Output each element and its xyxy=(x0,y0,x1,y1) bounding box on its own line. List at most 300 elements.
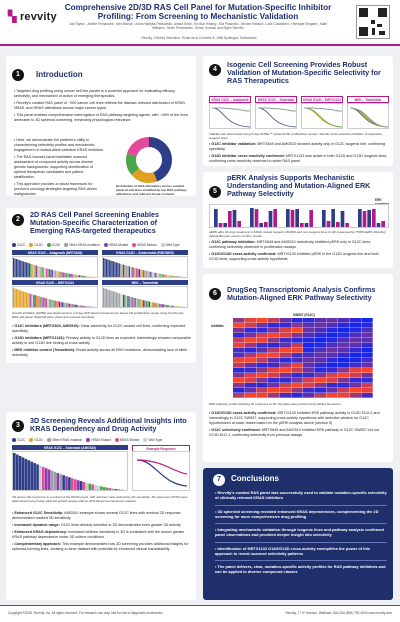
waterfall-bar xyxy=(132,297,133,307)
waterfall-bar xyxy=(46,298,47,307)
heatmap-cell xyxy=(280,318,291,323)
heatmap-cell xyxy=(361,363,372,368)
waterfall-bar xyxy=(152,272,153,277)
waterfall-bar xyxy=(20,261,21,277)
heatmap-cell xyxy=(315,353,326,358)
perk-bar xyxy=(331,209,335,227)
waterfall-bar xyxy=(56,301,57,307)
waterfall-bar xyxy=(117,489,120,490)
heatmap-cell xyxy=(303,373,314,378)
heatmap-cell xyxy=(245,378,256,383)
waterfall-bar xyxy=(113,261,114,277)
heatmap-cell xyxy=(326,378,337,383)
waterfall-bar xyxy=(52,300,53,307)
section-number: 6 xyxy=(209,288,221,300)
heatmap-cell xyxy=(291,353,302,358)
waterfall-bar xyxy=(28,460,31,490)
waterfall-bar xyxy=(50,300,51,307)
bullet-text: • This panel enables comprehensive interrogation of RAS pathway-targeting agents, with ~45% of the lines amenable to 3D spheroid screening, enhancing physiological relevance. xyxy=(14,112,188,122)
waterfall-bar xyxy=(100,486,103,490)
heatmap-cell xyxy=(256,383,267,388)
waterfall-bar xyxy=(156,303,157,307)
waterfall-bar xyxy=(86,483,89,490)
intro-figure-caption: Distribution of RAS alterations across curated panel of cell lines stratified by top RAS pathway alterations and relevant tissue contexts. xyxy=(116,184,187,197)
waterfall-bar xyxy=(178,306,179,307)
heatmap-cell xyxy=(303,383,314,388)
waterfall-bar xyxy=(55,271,56,277)
legend-item: NRAS Mutant xyxy=(132,243,157,247)
legend-item: NRAS Mutant xyxy=(115,438,140,442)
heatmap-cell xyxy=(338,328,349,333)
heatmap-cell xyxy=(280,378,291,383)
viability-curves xyxy=(302,104,344,130)
waterfall-bar xyxy=(120,264,121,277)
waterfall-bar xyxy=(178,276,179,277)
waterfall-bar xyxy=(26,262,27,277)
heatmap-cell xyxy=(338,363,349,368)
waterfall-bar xyxy=(46,268,47,277)
waterfall-plot xyxy=(12,286,98,308)
heatmap-cell xyxy=(303,363,314,368)
heatmap-cell xyxy=(315,323,326,328)
waterfall-bar xyxy=(82,276,83,277)
waterfall-bar xyxy=(57,301,58,307)
waterfall-bar xyxy=(80,481,83,490)
heatmap-cell xyxy=(326,318,337,323)
legend-item: G12D xyxy=(29,243,42,247)
waterfall-bar xyxy=(29,263,30,277)
heatmap-cell xyxy=(256,328,267,333)
heatmap-cell xyxy=(338,393,349,398)
waterfall-bar xyxy=(152,302,153,307)
waterfall-bar xyxy=(49,299,50,307)
waterfall-bar xyxy=(142,300,143,307)
bullet-text: • Complementary approach: This example demonstrates how 3D screening provides additional insights for spheroid-forming lines, creating a richer dataset with potential for enhanced clinical translatability xyxy=(12,541,189,551)
heatmap-cell xyxy=(256,348,267,353)
conclusion-item: • Integrating mechanistic validation through isogenic lines and pathway analysis confirmed panel observations and provided deeper insight into selectivity xyxy=(215,527,387,543)
2d-vs-3d-waterfall xyxy=(12,451,128,491)
waterfall-bar xyxy=(172,306,173,307)
perk-bar xyxy=(341,211,345,227)
waterfall-plot xyxy=(12,256,98,278)
heatmap-cell xyxy=(245,343,256,348)
heatmap-cell xyxy=(268,348,279,353)
heatmap-cell xyxy=(268,368,279,373)
waterfall-bar xyxy=(13,288,14,307)
perk-bar xyxy=(309,210,313,227)
heatmap-cell xyxy=(233,328,244,333)
waterfall-bar xyxy=(107,260,108,277)
waterfall-bar xyxy=(40,267,41,277)
waterfall-bar xyxy=(160,274,161,277)
waterfall-bar xyxy=(85,276,86,277)
heatmap-cell xyxy=(280,363,291,368)
section-isogenic-screening xyxy=(203,56,393,166)
waterfall-bar xyxy=(39,466,42,490)
waterfall-bar xyxy=(94,485,97,490)
erk-signaling-label: ERK xyxy=(375,198,382,202)
waterfall-bar xyxy=(103,487,106,490)
intro-bullets xyxy=(14,89,190,125)
waterfall-bar xyxy=(71,478,74,490)
conclusion-item: • The panel delivers, clear, mutation-specific activity profiles for RAS pathway inhibitors and can be applied to diverse compound classes xyxy=(215,564,386,575)
waterfall-bar xyxy=(47,269,48,277)
heatmap-cell xyxy=(315,378,326,383)
section-title: 3D Screening Reveals Additional Insights into KRAS Dependency and Drug Activity xyxy=(30,416,187,434)
heatmap-cell xyxy=(350,318,361,323)
heatmap-cell xyxy=(303,338,314,343)
perk-bar xyxy=(377,223,381,227)
heatmap-cell xyxy=(350,393,361,398)
erk-pathway-heatmap xyxy=(233,318,373,398)
waterfall-bar xyxy=(19,456,22,490)
bullet-text: • G12D inhibitor cross reactivity confirmed: MRTX1133 was active in both G12D and G13D isogenic lines, confirming cross reactivity observed in wider RAS panel xyxy=(209,153,388,163)
legend-item: Wild Type xyxy=(143,438,162,442)
waterfall-bar xyxy=(112,261,113,277)
waterfall-bar xyxy=(36,296,37,307)
perk-bar xyxy=(291,210,295,227)
heatmap-cell xyxy=(268,353,279,358)
waterfall-bar xyxy=(132,267,133,277)
waterfall-bar xyxy=(25,459,28,490)
waterfall-bar xyxy=(43,298,44,307)
waterfall-bar xyxy=(150,302,151,307)
heatmap-cell xyxy=(315,338,326,343)
waterfall-bar xyxy=(37,296,38,307)
waterfall-bar xyxy=(66,273,67,277)
waterfall-bar xyxy=(139,269,140,277)
isogenic-curve-plot xyxy=(347,103,389,129)
heatmap-cell xyxy=(245,368,256,373)
heatmap-column-label: SW837 (G12C) xyxy=(293,313,315,317)
heatmap-cell xyxy=(326,388,337,393)
waterfall-bar xyxy=(103,288,104,307)
bullet-text: • Increased dynamic range: G12C lines already sensitive in 2D demonstrated even greater 3D activity xyxy=(12,522,181,527)
waterfall-bar xyxy=(91,484,94,490)
waterfall-bar xyxy=(20,291,21,307)
heatmap-cell xyxy=(350,368,361,373)
waterfall-bar xyxy=(83,306,84,307)
heatmap-cell xyxy=(291,368,302,373)
waterfall-bar xyxy=(39,296,40,307)
waterfall-bar xyxy=(67,273,68,277)
plot-tag: KRAS G12C – Adagrasib xyxy=(209,96,251,103)
heatmap-cell xyxy=(361,388,372,393)
waterfall-bar xyxy=(19,290,20,307)
heatmap-cell xyxy=(256,368,267,373)
waterfall-bar xyxy=(39,266,40,277)
legend-item: G12C xyxy=(12,243,25,247)
heatmap-cell xyxy=(280,343,291,348)
waterfall-bar xyxy=(76,275,77,277)
section-number: 2 xyxy=(12,214,24,226)
waterfall-bar xyxy=(176,276,177,277)
waterfall-bar xyxy=(136,298,137,307)
heatmap-cell xyxy=(233,338,244,343)
waterfall-bar xyxy=(145,271,146,277)
copyright-text: Copyright ©2025, Revvity, Inc. All rights reserved. For research use only. Not for use in diagnostic procedures. xyxy=(8,611,164,615)
section-title: pERK Analysis Supports Mechanistic Understanding and Mutation-Aligned ERK Pathway Selectivity xyxy=(227,173,371,199)
waterfall-bar xyxy=(114,292,115,307)
heatmap-cell xyxy=(338,333,349,338)
qr-code-icon xyxy=(356,5,390,39)
intro-bullets-lower xyxy=(14,138,104,199)
heatmap-cell xyxy=(361,358,372,363)
waterfall-bar xyxy=(126,296,127,307)
waterfall-bar xyxy=(129,296,130,307)
heatmap-cell xyxy=(233,393,244,398)
waterfall-bar xyxy=(157,303,158,307)
heatmap-cell xyxy=(361,378,372,383)
heatmap-cell xyxy=(350,358,361,363)
waterfall-bar xyxy=(16,289,17,307)
waterfall-bar xyxy=(86,306,87,307)
waterfall-bar xyxy=(166,305,167,307)
bullet-text: • Enhanced G12C Sensitivity: AMG510 example shows several G12C lines with minimal 2D response demonstrated marked 3D sensitivity xyxy=(12,511,181,520)
heatmap-cell xyxy=(291,338,302,343)
heatmap-cell xyxy=(245,318,256,323)
heatmap-cell xyxy=(303,343,314,348)
waterfall-bar xyxy=(160,304,161,307)
waterfall-bar xyxy=(173,306,174,307)
heatmap-cell xyxy=(326,383,337,388)
waterfall-bar xyxy=(145,301,146,307)
bullet-text: • Revvity's curated RAS panel of ~200 cancer cell lines reflects the disease-relevant distribution of KRAS, NRAS, and HRAS alterations across major cancer types. xyxy=(14,100,186,110)
waterfall-bar xyxy=(30,264,31,277)
waterfall-bar xyxy=(75,275,76,277)
perk-bar xyxy=(367,210,371,227)
waterfall-bar xyxy=(163,274,164,277)
heatmap-cell xyxy=(338,348,349,353)
waterfall-bar xyxy=(175,306,176,307)
conclusion-list xyxy=(215,490,387,582)
waterfall-bar xyxy=(51,471,54,490)
waterfall-bar xyxy=(53,270,54,277)
waterfall-bar xyxy=(56,271,57,277)
waterfall-bar xyxy=(122,294,123,307)
plot-tag: KRAS G12C – Adagrasib (MRTX849) xyxy=(12,250,98,255)
plot-tag: MEK – Trametinib xyxy=(347,96,389,103)
perk-bar xyxy=(264,222,268,227)
waterfall-bar xyxy=(173,276,174,277)
heatmap-cell xyxy=(303,368,314,373)
waterfall-bar xyxy=(22,291,23,307)
heatmap-cell xyxy=(256,353,267,358)
plot-tag: KRAS G12D – Zoldonrasib (RMC9805) xyxy=(102,250,188,255)
waterfall-bar xyxy=(140,270,141,277)
waterfall-bar xyxy=(169,305,170,307)
waterfall-bar xyxy=(123,265,124,277)
heatmap-cell xyxy=(233,323,244,328)
waterfall-bar xyxy=(65,476,68,490)
results-bullets xyxy=(209,411,389,440)
waterfall-bar xyxy=(159,304,160,307)
waterfall-bar xyxy=(27,263,28,277)
waterfall-bar xyxy=(135,298,136,307)
heatmap-cell xyxy=(233,388,244,393)
waterfall-bar xyxy=(165,275,166,277)
heatmap-cell xyxy=(245,348,256,353)
waterfall-bar xyxy=(32,264,33,277)
heatmap-cell xyxy=(303,333,314,338)
waterfall-bar xyxy=(142,270,143,277)
waterfall-bar xyxy=(146,301,147,307)
results-bullets xyxy=(12,324,192,360)
section-number: 3 xyxy=(12,420,24,432)
waterfall-bars xyxy=(13,287,99,309)
heatmap-cell xyxy=(315,328,326,333)
bullet-text: • G12C pathway inhibition: MRTX849 and AMG510 selectively inhibited pERK only in G12C lines, confirming selectivity observed in proliferation assays xyxy=(209,240,372,249)
waterfall-bar xyxy=(106,488,109,490)
contact-text: Revvity, 77 4ᵗʰ Avenue, Waltham, MA USA (800) 762-4000 www.revvity.com xyxy=(285,611,392,615)
heatmap-cell xyxy=(291,388,302,393)
waterfall-bar xyxy=(82,306,83,307)
waterfall-bar xyxy=(24,292,25,307)
waterfall-bar xyxy=(69,304,70,307)
heatmap-cell xyxy=(303,388,314,393)
section-conclusions xyxy=(203,468,393,600)
perk-bar xyxy=(381,221,385,227)
waterfall-bar xyxy=(45,268,46,277)
heatmap-cell xyxy=(350,348,361,353)
heatmap-cell xyxy=(280,368,291,373)
waterfall-bar xyxy=(17,290,18,307)
waterfall-bar xyxy=(19,260,20,277)
heatmap-cell xyxy=(350,338,361,343)
heatmap-cell xyxy=(256,333,267,338)
waterfall-bar xyxy=(109,488,112,490)
waterfall-bar xyxy=(125,265,126,277)
waterfall-bar xyxy=(42,297,43,307)
heatmap-cell xyxy=(326,328,337,333)
waterfall-bar xyxy=(163,304,164,307)
mutation-legend xyxy=(12,438,162,442)
heatmap-cell xyxy=(245,383,256,388)
heatmap-cell xyxy=(268,373,279,378)
ras-distribution-donut xyxy=(114,136,184,188)
heatmap-cell xyxy=(245,373,256,378)
heatmap-cell xyxy=(280,373,291,378)
conclusion-item: • Revvity's curated RAS panel was successfully used to validate mutation-specific selectivity of clinically relevant KRAS inhibitors xyxy=(215,490,387,506)
waterfall-bar xyxy=(103,258,104,277)
waterfall-bar xyxy=(62,302,63,307)
waterfall-bar xyxy=(168,305,169,307)
waterfall-bar xyxy=(114,262,115,277)
viability-curve xyxy=(350,108,388,127)
heatmap-cell xyxy=(256,318,267,323)
heatmap-cell xyxy=(326,323,337,328)
heatmap-cell xyxy=(326,343,337,348)
heatmap-cell xyxy=(361,328,372,333)
waterfall-bar xyxy=(73,304,74,307)
waterfall-bar xyxy=(88,484,91,490)
waterfall-bar xyxy=(23,261,24,277)
heatmap-cell xyxy=(268,378,279,383)
waterfall-bar xyxy=(55,301,56,307)
heatmap-row-label: Inhibitor xyxy=(211,324,224,328)
waterfall-bar xyxy=(78,275,79,277)
perk-bar xyxy=(214,209,218,227)
waterfall-bar xyxy=(33,295,34,307)
perk-bar xyxy=(219,223,223,227)
heatmap-cell xyxy=(350,328,361,333)
heatmap-cell xyxy=(326,348,337,353)
waterfall-bar xyxy=(13,258,14,277)
waterfall-bar xyxy=(116,262,117,277)
bullet-text: • G12C selectively confirmed: MRTX849 and AMG510 inhibited ERK pathway in G12C SW837 but not G13D DLD-1, confirming selectivity from previous assays xyxy=(209,427,379,437)
waterfall-bar xyxy=(126,266,127,277)
plot-tag: KRAS G12C – Sotorasib xyxy=(255,96,297,103)
heatmap-cell xyxy=(338,388,349,393)
waterfall-bar xyxy=(49,269,50,277)
waterfall-bar xyxy=(115,489,118,490)
heatmap-cell xyxy=(291,323,302,328)
heatmap-cell xyxy=(233,383,244,388)
waterfall-bar xyxy=(17,260,18,277)
waterfall-bar xyxy=(59,474,62,490)
results-bullets xyxy=(12,511,192,554)
viability-curves xyxy=(348,104,390,130)
perk-bar xyxy=(250,208,254,227)
perk-bar xyxy=(259,223,263,227)
waterfall-bar xyxy=(65,303,66,307)
waterfall-bar xyxy=(47,299,48,307)
heatmap-cell xyxy=(315,358,326,363)
plot-tag: KRAS G12D – MRTX1133 xyxy=(12,280,98,285)
perk-bar xyxy=(295,209,299,227)
waterfall-bar xyxy=(62,272,63,277)
waterfall-bar xyxy=(22,457,25,490)
waterfall-bar xyxy=(32,294,33,307)
section-title: Isogenic Cell Screening Provides Robust Validation of Mutation-Specific Selectivity for RAS Therapeutics xyxy=(227,60,381,86)
heatmap-cell xyxy=(256,363,267,368)
heatmap-cell xyxy=(350,363,361,368)
heatmap-cell xyxy=(268,363,279,368)
heatmap-cell xyxy=(350,373,361,378)
section-introduction xyxy=(6,56,196,196)
bullet-text: • Here, we demonstrate the platform's utility in characterizing selectivity profiles and mechanistic engagement of mutant-allele selective KRAS inhibitors. xyxy=(14,138,104,152)
heatmap-cell xyxy=(338,353,349,358)
heatmap-cell xyxy=(268,388,279,393)
waterfall-bar xyxy=(172,276,173,277)
waterfall-bar xyxy=(36,266,37,277)
heatmap-cell xyxy=(315,368,326,373)
section-perk-analysis xyxy=(203,172,393,268)
heatmap-cell xyxy=(256,373,267,378)
heatmap-cell xyxy=(245,333,256,338)
heatmap-cell xyxy=(326,393,337,398)
waterfall-bar xyxy=(68,477,71,490)
heatmap-cell xyxy=(233,353,244,358)
waterfall-bar xyxy=(85,306,86,307)
heatmap-cell xyxy=(338,338,349,343)
waterfall-bar xyxy=(159,274,160,277)
heatmap-cell xyxy=(280,338,291,343)
waterfall-bar xyxy=(80,276,81,277)
heatmap-cell xyxy=(280,348,291,353)
legend-item: G12D xyxy=(29,438,42,442)
waterfall-bar xyxy=(86,276,87,277)
heatmap-cell xyxy=(350,388,361,393)
perk-bar xyxy=(273,209,277,227)
waterfall-bar xyxy=(16,259,17,277)
plot-tag: MEK – Trametinib xyxy=(102,280,188,285)
waterfall-bar xyxy=(116,292,117,307)
waterfall-bar xyxy=(14,259,15,277)
waterfall-bar xyxy=(137,269,138,277)
perk-bar xyxy=(322,210,326,227)
waterfall-bar xyxy=(162,304,163,307)
